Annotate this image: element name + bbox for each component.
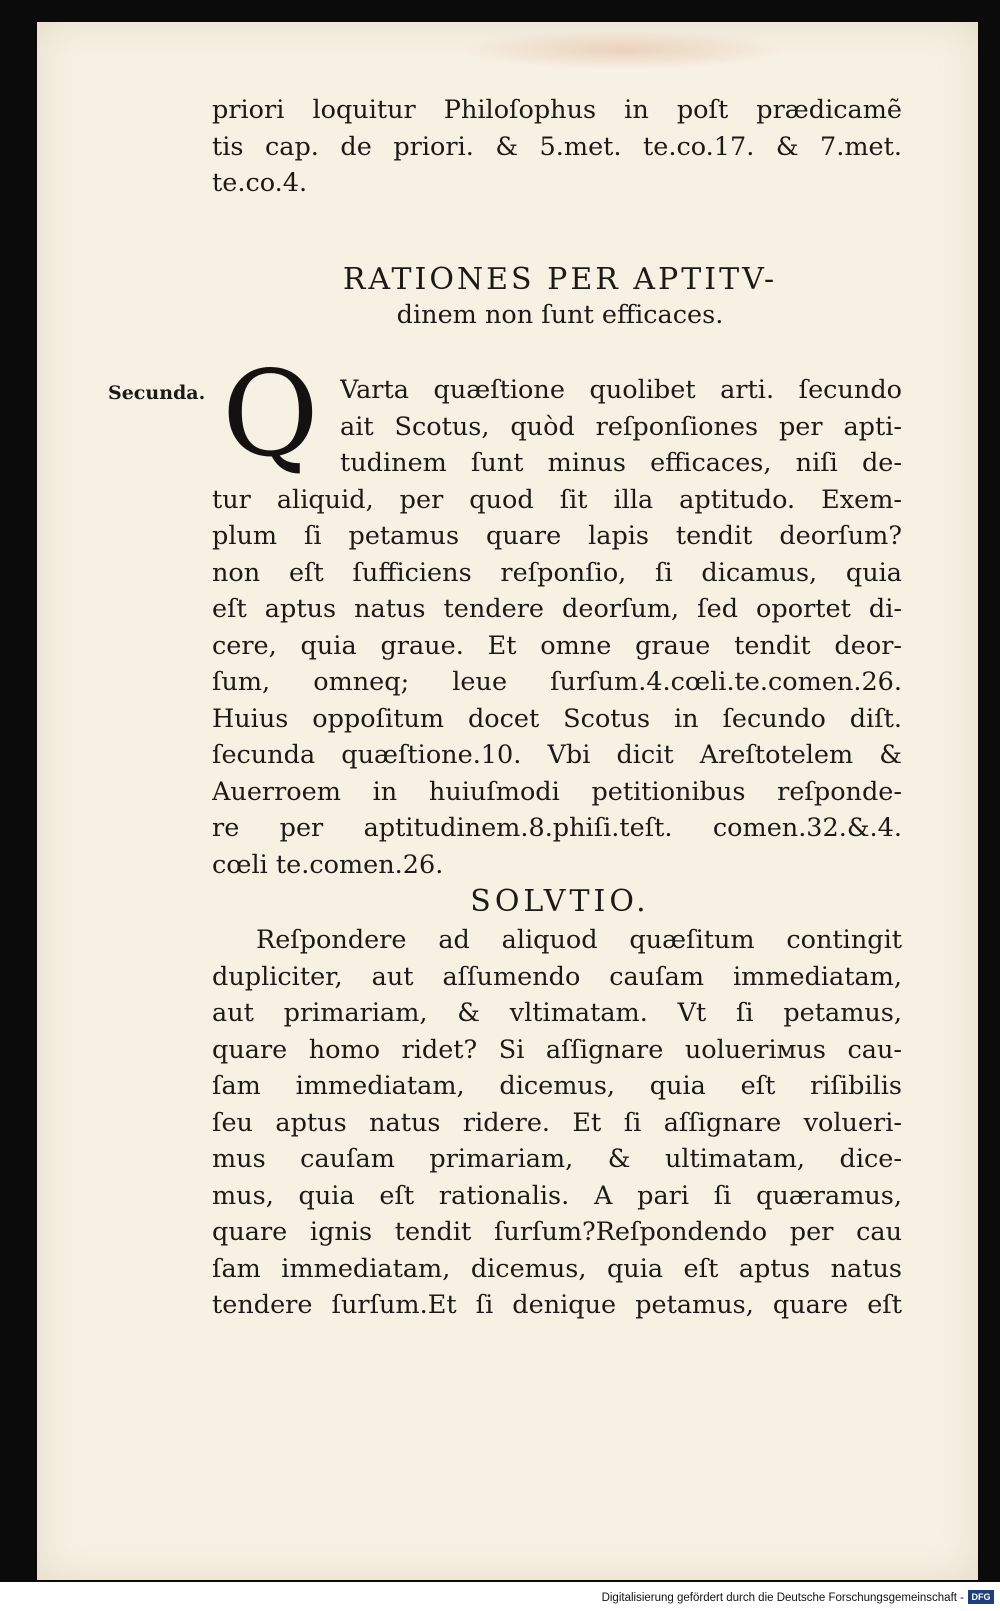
- text-line: ſeu aptus natus ridere. Et ſi aſſignare volueri-: [212, 1107, 902, 1138]
- text-line: dupliciter, aut aſſumendo cauſam immediatam,: [212, 961, 902, 992]
- text-line: mus cauſam primariam, & ultimatam, dice-: [212, 1144, 902, 1174]
- page-stain: [457, 30, 787, 70]
- text-line: cere, quia graue. Et omne graue tendit deor-: [212, 630, 902, 661]
- section-heading: RATIONES PER APTITV-: [342, 262, 778, 297]
- text-line: tis cap. de priori. & 5.met. te.co.17. & 7.met.: [212, 131, 902, 162]
- text-line: non eſt ſufficiens reſponſio, ſi dicamus, quia: [212, 557, 902, 588]
- paragraph-solutio: [212, 922, 902, 1324]
- text-line: Reſpondere ad aliquod quæſitum contingit: [256, 925, 902, 955]
- text-line: plum ſi petamus quare lapis tendit deorſum?: [212, 521, 902, 551]
- solutio-heading: SOLVTIO.: [470, 884, 650, 919]
- drop-cap: Q: [222, 345, 319, 483]
- text-line: tudinem ſunt minus efficaces, niſi de-: [340, 448, 902, 478]
- text-line: tur aliquid, per quod ſit illa aptitudo. Exem-: [212, 484, 902, 515]
- text-line: tendere ſurſum.Et ſi denique petamus, quare eſt: [212, 1290, 902, 1320]
- text-line: ſum, omneq; leue ſurſum.4.cœli.te.comen.26.: [212, 667, 902, 697]
- text-line: mus, quia eſt rationalis. A pari ſi quæramus,: [212, 1180, 902, 1211]
- text-line: Huius oppoſitum docet Scotus in ſecundo diſt.: [212, 703, 902, 734]
- text-line: eſt aptus natus tendere deorſum, ſed oportet di-: [212, 594, 902, 624]
- margin-note: Secunda.: [108, 382, 206, 404]
- text-line: re per aptitudinem.8.phiſi.teſt. comen.32.&.4.: [212, 813, 902, 843]
- text-line: ait Scotus, quòd reſponſiones per apti-: [340, 411, 902, 442]
- text-line: quare ignis tendit ſurſum?Reſpondendo per cau: [212, 1217, 902, 1247]
- text-line: cœli te.comen.26.: [212, 849, 444, 880]
- funding-credit: Digitalisierung gefördert durch die Deutsche Forschungsgemeinschaft -: [601, 1592, 964, 1604]
- dfg-logo: DFG: [968, 1590, 994, 1604]
- text-line: ſecunda quæſtione.10. Vbi dicit Areſtotelem &: [212, 740, 902, 770]
- text-line: te.co.4.: [212, 168, 308, 198]
- text-line: ſam immediatam, dicemus, quia eſt riſibilis: [212, 1071, 902, 1101]
- text-line: Varta quæſtione quolibet arti. ſecundo: [340, 375, 902, 405]
- text-line: ſam immediatam, dicemus, quia eſt aptus natus: [212, 1253, 902, 1284]
- paragraph-quaestio: [212, 372, 902, 883]
- top-paragraph: [212, 92, 902, 202]
- text-line: quare homo ridet? Si aſſignare uolueriмus cau-: [212, 1034, 902, 1065]
- section-subheading: dinem non ſunt efficaces.: [396, 300, 724, 330]
- text-line: priori loquitur Philoſophus in poſt prædicamẽ: [212, 95, 902, 125]
- text-line: Auerroem in huiuſmodi petitionibus reſponde-: [212, 776, 902, 807]
- text-line: aut primariam, & vltimatam. Vt ſi petamus,: [212, 998, 902, 1028]
